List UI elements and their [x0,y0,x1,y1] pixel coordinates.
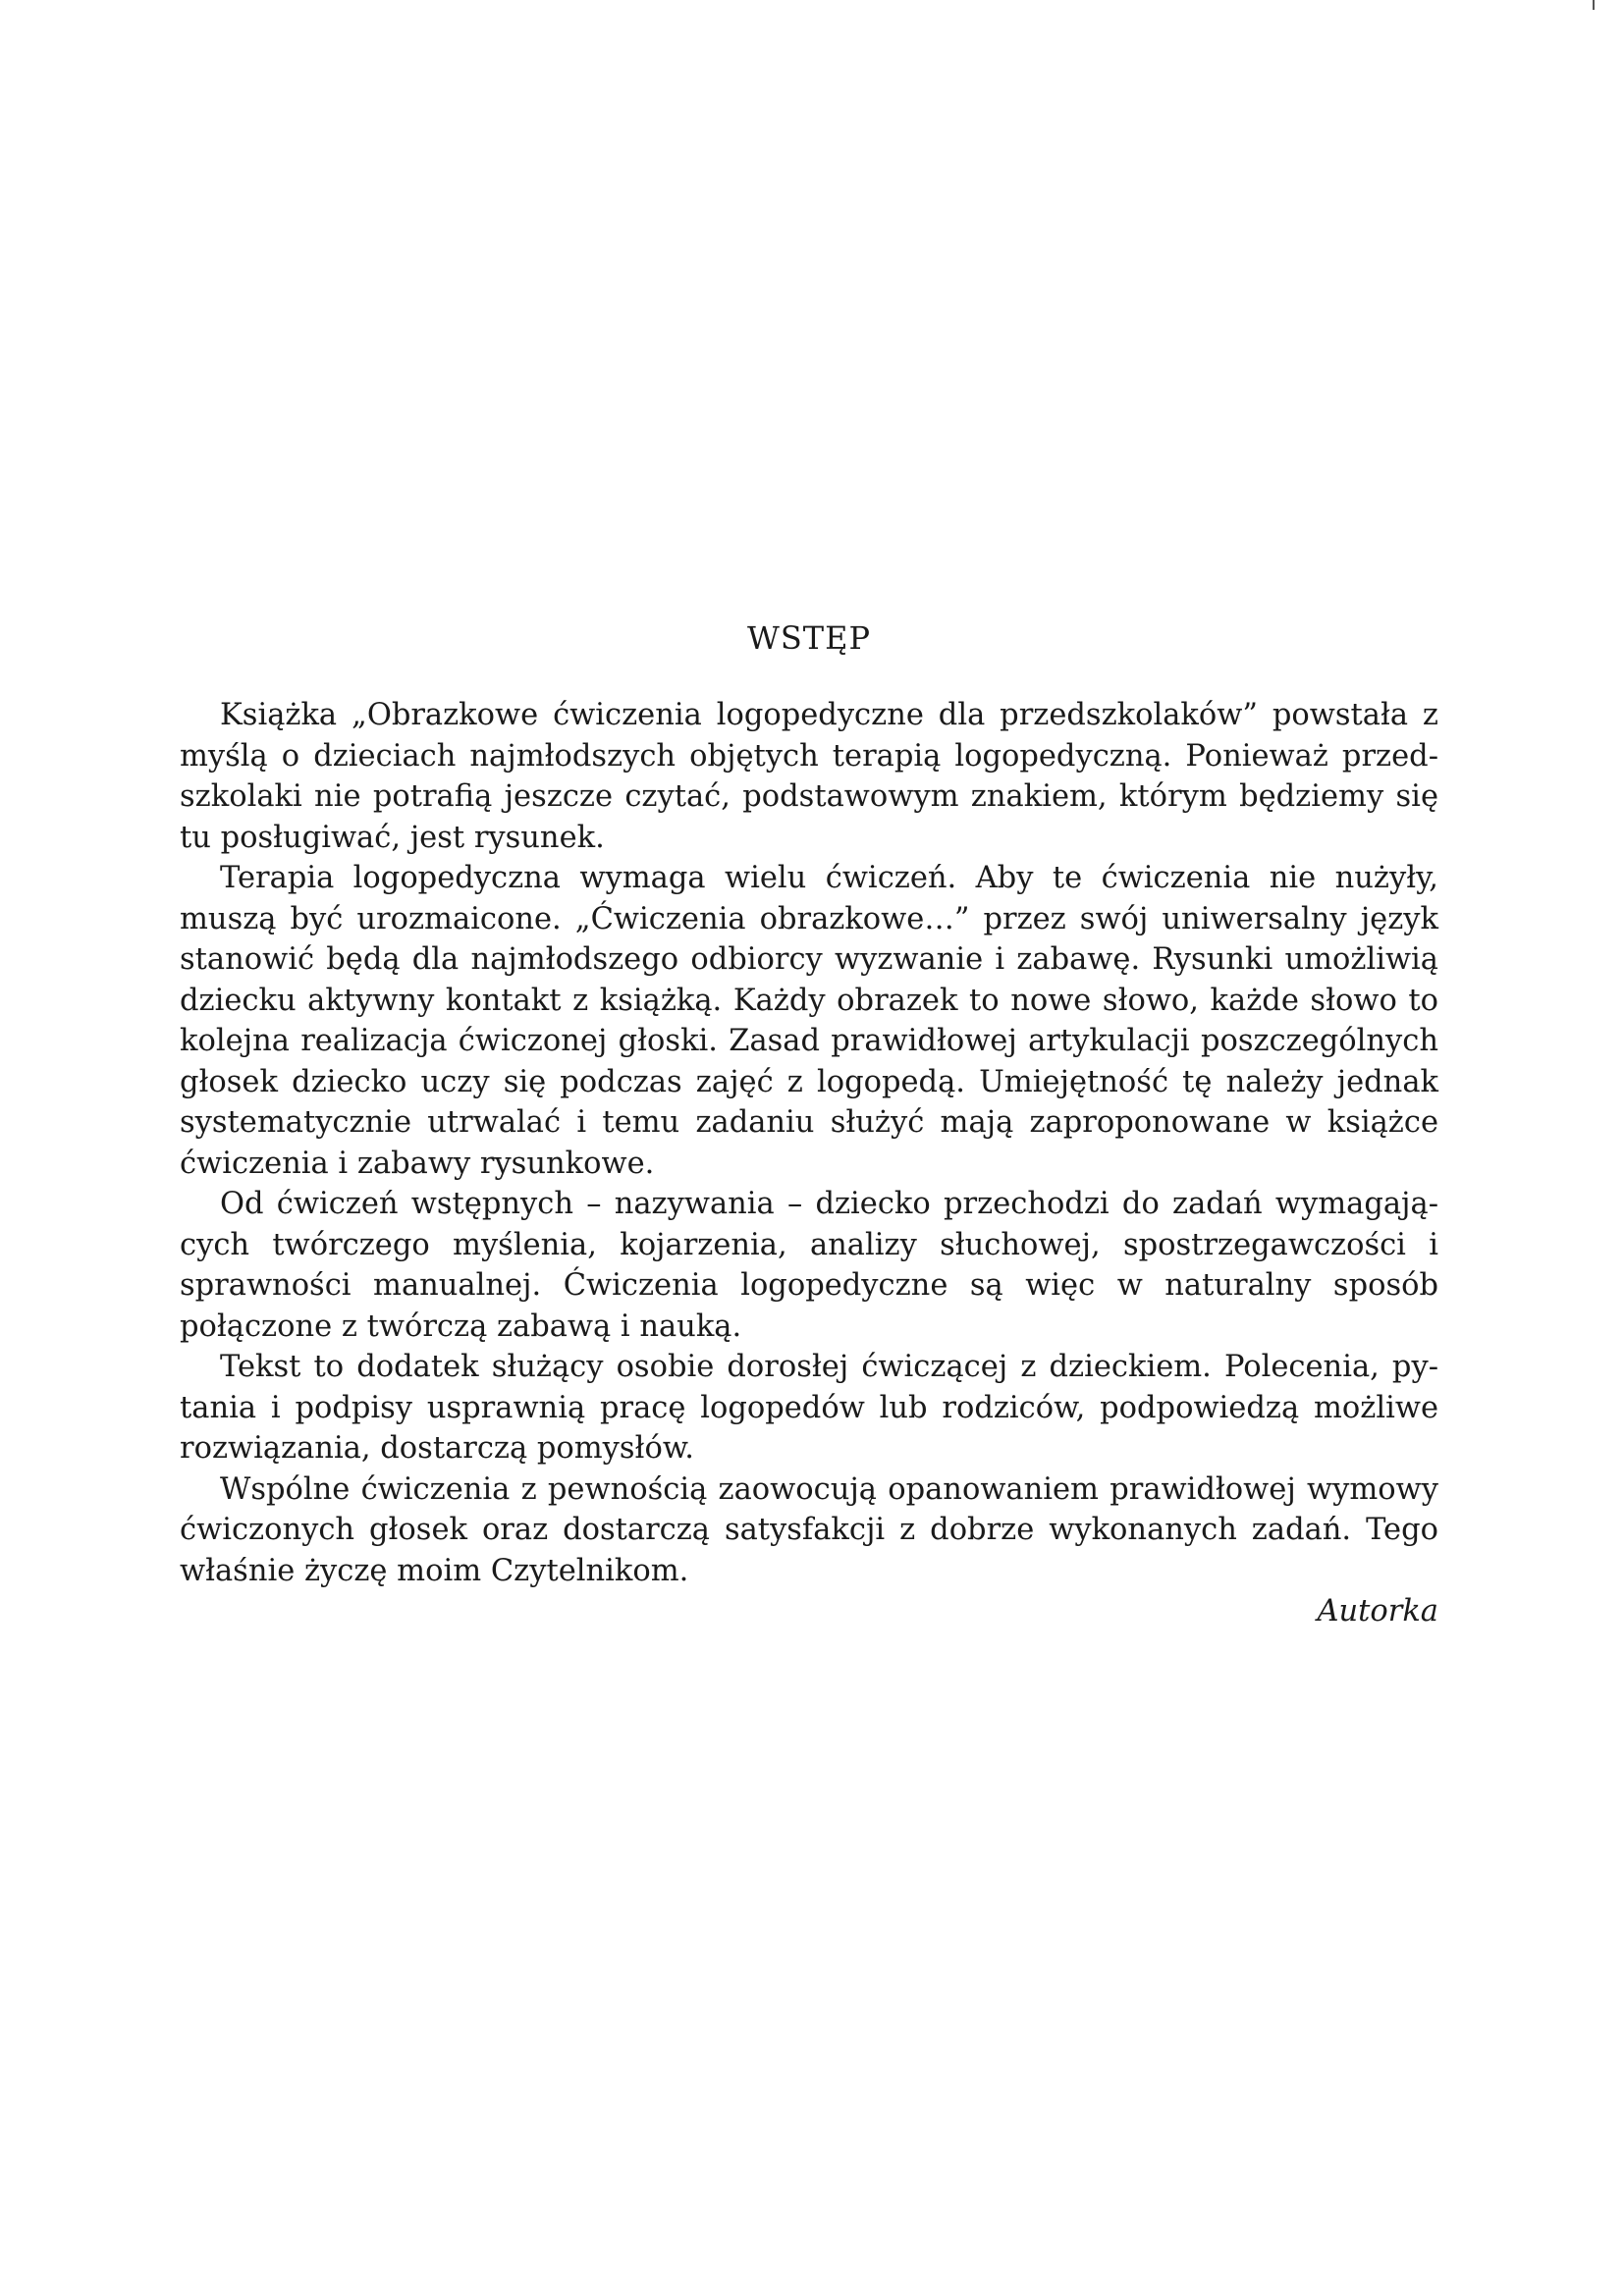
paragraph-3: Od ćwiczeń wstępnych – nazywania – dziecko przechodzi do zadań wymagających twórczego myślenia, kojarzenia, analizy słuchowej, spostrzegawczości i sprawności manualnej. Ćwiczenia logopedyczne są więc w naturalny sposób połączone z twórczą zabawą i nauką. [180,1187,1438,1344]
page-corner-mark [1593,0,1595,10]
document-body [180,609,1438,1632]
paragraph-4: Tekst to dodatek służący osobie dorosłej ćwiczącej z dzieckiem. Polecenia, pytania i podpisy usprawnią pracę logopedów lub rodziców, podpowiedzą możliwe rozwiązania, dostarczą pomysłów. [180,1350,1438,1466]
paragraph-2: Terapia logopedyczna wymaga wielu ćwiczeń. Aby te ćwiczenia nie nużyły, muszą być urozmaicone. „Ćwiczenia obrazkowe…” przez swój uniwersalny język stanowić będą dla najmłodszego odbiorcy wyzwanie i zabawę. Rysunki umożliwią dziecku aktywny kontakt z książką. Każdy obrazek to nowe słowo, każde słowo to kolejna realizacja ćwiczonej głoski. Zasad prawidłowej artykulacji poszczególnych głosek dziecko uczy się podczas zajęć z logopedą. Umiejętność tę należy jednak systematycznie utrwalać i temu zadaniu służyć mają zaproponowane w książce ćwiczenia i zabawy rysunkowe. [180,861,1438,1181]
author-signature: Autorka [1317,1594,1438,1629]
paragraph-1: Książka „Obrazkowe ćwiczenia logopedyczne dla przedszkolaków” powstała z myślą o dzieciach najmłodszych objętych terapią logopedyczną. Ponieważ przedszkolaki nie potrafią jeszcze czytać, podstawowym znakiem, którym będziemy się tu posługiwać, jest rysunek. [180,698,1438,855]
paragraph-5: Wspólne ćwiczenia z pewnością zaowocują opanowaniem prawidłowej wymowy ćwiczonych głosek oraz dostarczą satysfakcji z dobrze wykonanych zadań. Tego właśnie życzę moim Czytelnikom. [180,1471,1438,1588]
page-title: WSTĘP [746,619,872,657]
